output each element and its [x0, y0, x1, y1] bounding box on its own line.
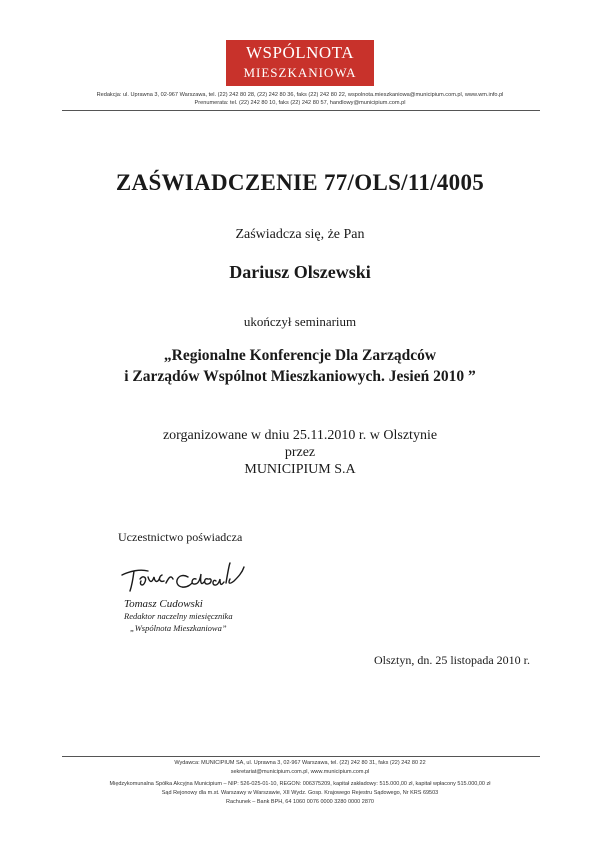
- certificate-intro: Zaświadcza się, że Pan: [235, 227, 365, 242]
- footer-publisher: Wydawca: MUNICIPIUM SA, ul. Uprawna 3, 02-967 Warszawa, tel. (22) 242 80 31, faks (22) 242 80 22: [174, 760, 426, 766]
- organized-by: przez: [284, 445, 316, 460]
- header-address: Redakcja: ul. Uprawna 3, 02-967 Warszawa, tel. (22) 242 80 28, (22) 242 80 36, faks (22) 242 80 22, wspolnota.mieszkaniowa@municipium.com.pl, www.wm.info.pl: [96, 92, 504, 98]
- completion-text: ukończył seminarium: [243, 314, 357, 329]
- logo-line2: MIESZKANIOWA: [243, 65, 357, 80]
- recipient-name: Dariusz Olszewski: [229, 262, 371, 282]
- signatory-name: Tomasz Cudowski: [124, 598, 203, 610]
- signatory-role: Redaktor naczelny miesięcznika: [124, 611, 233, 621]
- seminar-title-line1: „Regionalne Konferencje Dla Zarządców: [163, 347, 437, 364]
- organization-info: [0, 427, 600, 478]
- signatory-publication: „Wspólnota Mieszkaniowa”: [130, 623, 227, 633]
- issue-date-place: Olsztyn, dn. 25 listopada 2010 r.: [374, 653, 530, 667]
- footer-contact: sekretariat@municipium.com.pl, www.municipium.com.pl: [230, 769, 370, 775]
- header-divider: [62, 110, 540, 111]
- header-subscription: Prenumerata: tel. (22) 242 80 10, faks (22) 242 80 57, handlowy@municipium.com.pl: [194, 100, 406, 106]
- seminar-title: [0, 345, 600, 387]
- publisher-logo: [226, 40, 374, 86]
- footer-bank-account: Rachunek – Bank BPH, 64 1060 0076 0000 3280 0000 2870: [225, 799, 374, 805]
- organizer-name: MUNICIPIUM S.A: [244, 462, 356, 477]
- signatory-block: [124, 598, 233, 634]
- logo-line1: WSPÓLNOTA: [246, 43, 354, 62]
- seminar-title-line2: i Zarządów Wspólnot Mieszkaniowych. Jesień 2010 ”: [124, 368, 476, 385]
- handwritten-signature: [118, 553, 278, 597]
- footer-divider: [62, 756, 540, 757]
- footer-company-info: Międzykomunalna Spółka Akcyjna Municipium – NIP: 526-025-01-10, REGON: 006375209, kapitał zakładowy: 515.000,00 zł, kapitał wpłacony 515.000,00 zł: [109, 781, 491, 787]
- organized-date-place: zorganizowane w dniu 25.11.2010 r. w Olsztynie: [162, 428, 438, 443]
- footer-court-registry: Sąd Rejonowy dla m.st. Warszawy w Warszawie, XII Wydz. Gosp. Krajowego Rejestru Sądowego, Nr KRS 69503: [161, 790, 439, 796]
- certificate-title: ZAŚWIADCZENIE 77/OLS/11/4005: [115, 170, 485, 195]
- witness-label: Uczestnictwo poświadcza: [118, 530, 243, 544]
